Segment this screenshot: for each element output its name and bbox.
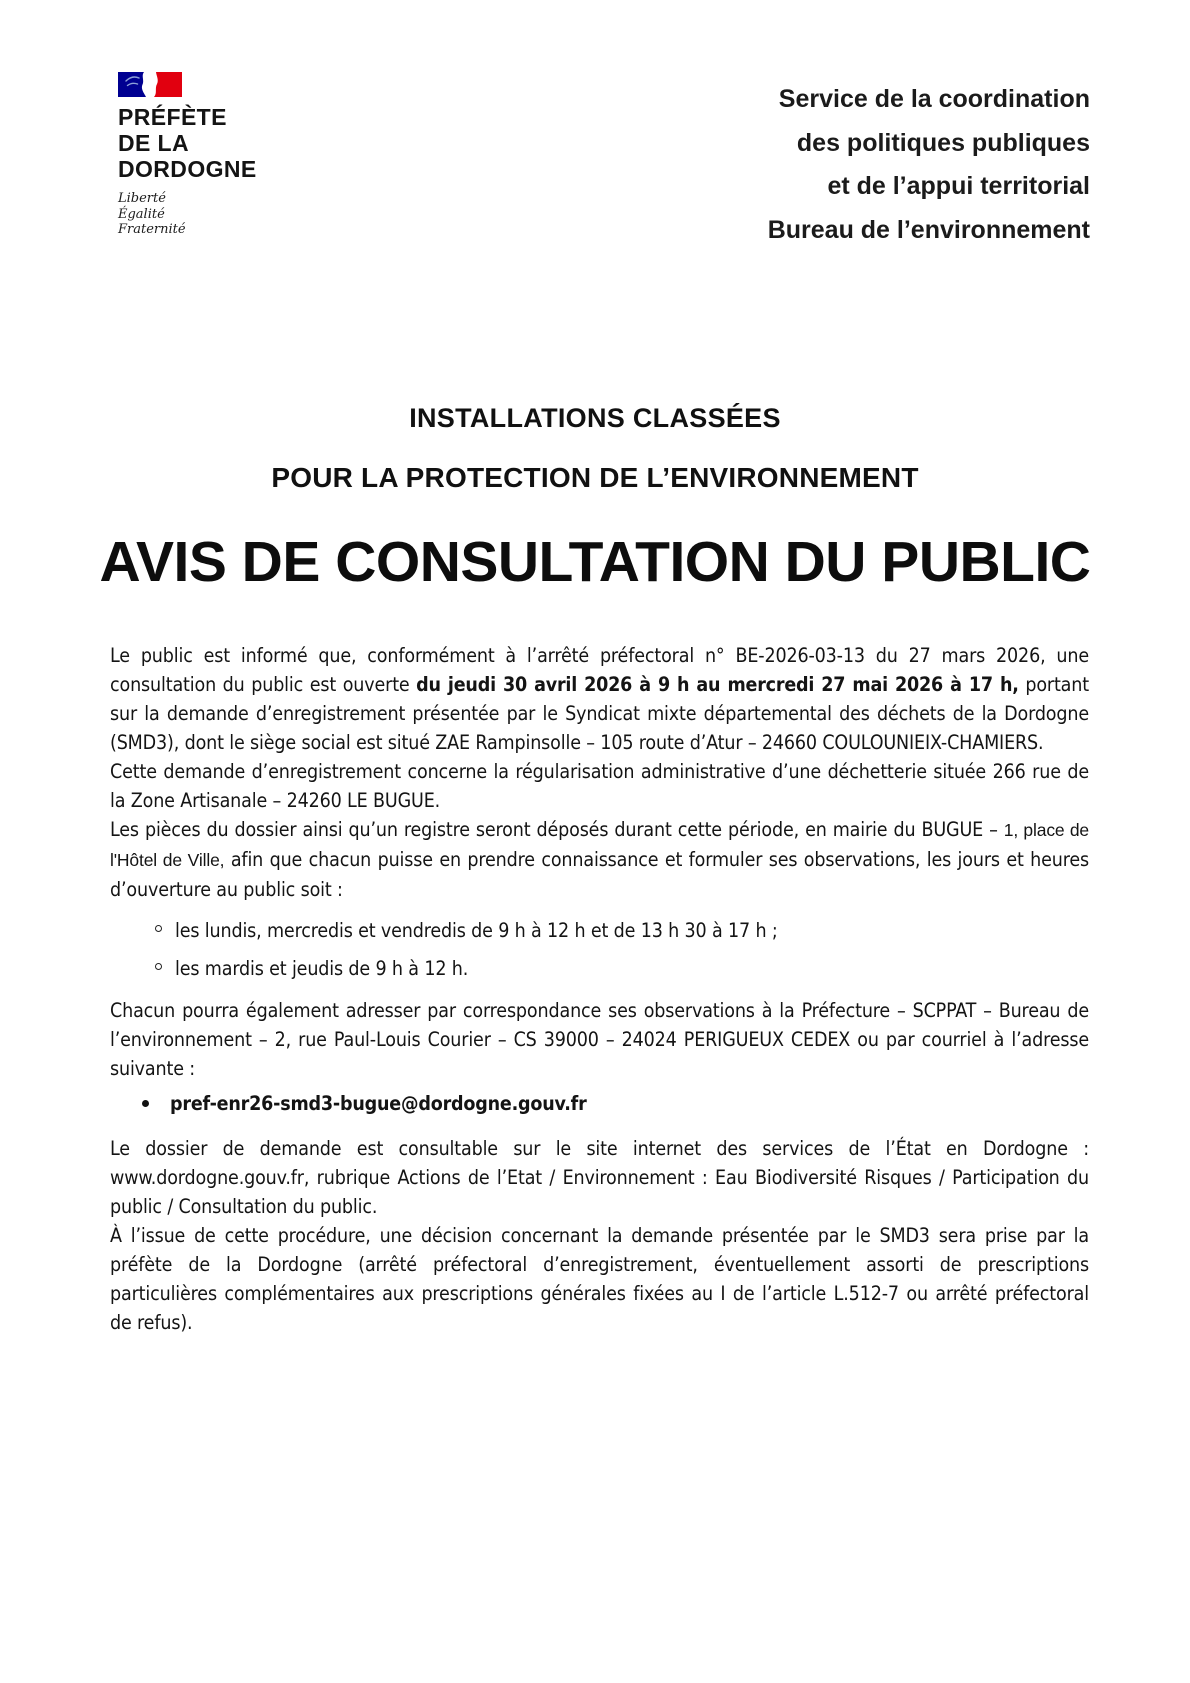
opening-hours-text: les mardis et jeudis de 9 h à 12 h. bbox=[175, 957, 469, 980]
opening-hours-item bbox=[175, 954, 1089, 983]
service-line: des politiques publiques bbox=[796, 128, 1090, 157]
service-line: Bureau de l’environnement bbox=[767, 215, 1090, 244]
paragraph-website: Le dossier de demande est consultable sur le site internet des services de l’État en Dordogne : www.dordogne.gouv.fr, rubrique Actions de l’Etat / Environnement : Eau Biodiversité Risques / Participation du public / Consultation du public. bbox=[110, 1137, 1089, 1218]
paragraph-dossier-location bbox=[110, 815, 1089, 904]
email-address: pref-enr26-smd3-bugue@dordogne.gouv.fr bbox=[170, 1092, 587, 1115]
french-flag-icon bbox=[118, 72, 182, 97]
disc-bullet-icon bbox=[142, 1100, 149, 1107]
page-title: AVIS DE CONSULTATION DU PUBLIC bbox=[99, 530, 1091, 594]
issuing-service-block bbox=[768, 78, 1090, 252]
prefecture-logo bbox=[118, 72, 378, 238]
opening-hours-item bbox=[175, 916, 1089, 945]
notice-body bbox=[110, 641, 1089, 1337]
paragraph-decision: À l’issue de cette procédure, une décision concernant la demande présentée par le SMD3 sera prise par la préfète de la Dordogne (arrêté préfectoral d’enregistrement, éventuellement assorti de prescriptions particulières complémentaires aux prescriptions générales fixées au I de l’article L.512-7 ou arrêté préfectoral de refus). bbox=[110, 1224, 1089, 1334]
consultation-dates-bold: du jeudi 30 avril 2026 à 9 h au mercredi 27 mai 2026 à 17 h, bbox=[416, 673, 1019, 696]
paragraph-correspondence: Chacun pourra également adresser par correspondance ses observations à la Préfecture – SCPPAT – Bureau de l’environnement – 2, rue Paul-Louis Courier – CS 39000 – 24024 PERIGUEUX CEDEX ou par courriel à l’adresse suivante : bbox=[110, 999, 1089, 1080]
circle-bullet-icon bbox=[155, 963, 162, 970]
address-segment: 1, place de l'Hôtel de Ville, bbox=[110, 820, 1089, 870]
text-run: Le public est informé que, conformément à l’arrêté préfectoral n° BE-2026-03-13 du 27 mars 2026, une consultation du public est ouverte bbox=[110, 644, 1089, 696]
circle-bullet-icon bbox=[155, 925, 162, 932]
republic-motto bbox=[118, 191, 378, 238]
motto-line: Égalité bbox=[118, 206, 165, 222]
prefecture-name-line: DORDOGNE bbox=[118, 156, 257, 182]
text-run: afin que chacun puisse en prendre connaissance et formuler ses observations, les jours et heures d’ouverture au public soit : bbox=[110, 848, 1089, 901]
opening-hours-list bbox=[110, 916, 1089, 983]
paragraph-consultation-period bbox=[110, 641, 1089, 757]
prefecture-name-line: DE LA bbox=[118, 130, 189, 156]
service-line: Service de la coordination bbox=[778, 85, 1090, 113]
prefecture-name-line: PRÉFÈTE bbox=[118, 104, 227, 130]
service-line: et de l’appui territorial bbox=[827, 172, 1090, 200]
motto-line: Liberté bbox=[118, 191, 166, 206]
prefecture-name bbox=[118, 104, 378, 182]
email-bullet-item bbox=[110, 1089, 1089, 1118]
paragraph-object: Cette demande d’enregistrement concerne la régularisation administrative d’une déchetterie située 266 rue de la Zone Artisanale – 24260 LE BUGUE. bbox=[110, 760, 1089, 812]
opening-hours-text: les lundis, mercredis et vendredis de 9 h à 12 h et de 13 h 30 à 17 h ; bbox=[175, 919, 778, 942]
heading-protection-environnement: POUR LA PROTECTION DE L’ENVIRONNEMENT bbox=[271, 462, 919, 493]
text-run: Les pièces du dossier ainsi qu’un registre seront déposés durant cette période, en mairie du BUGUE – bbox=[110, 818, 1004, 841]
heading-installations-classees: INSTALLATIONS CLASSÉES bbox=[409, 403, 781, 433]
text-run: portant sur la demande d’enregistrement présentée par le Syndicat mixte départemental des déchets de la Dordogne (SMD3), dont le siège social est situé ZAE Rampinsolle – 105 route d’Atur – 24660 COULOUNIEIX-CHAMIERS. bbox=[110, 673, 1089, 754]
motto-line: Fraternité bbox=[118, 222, 186, 237]
